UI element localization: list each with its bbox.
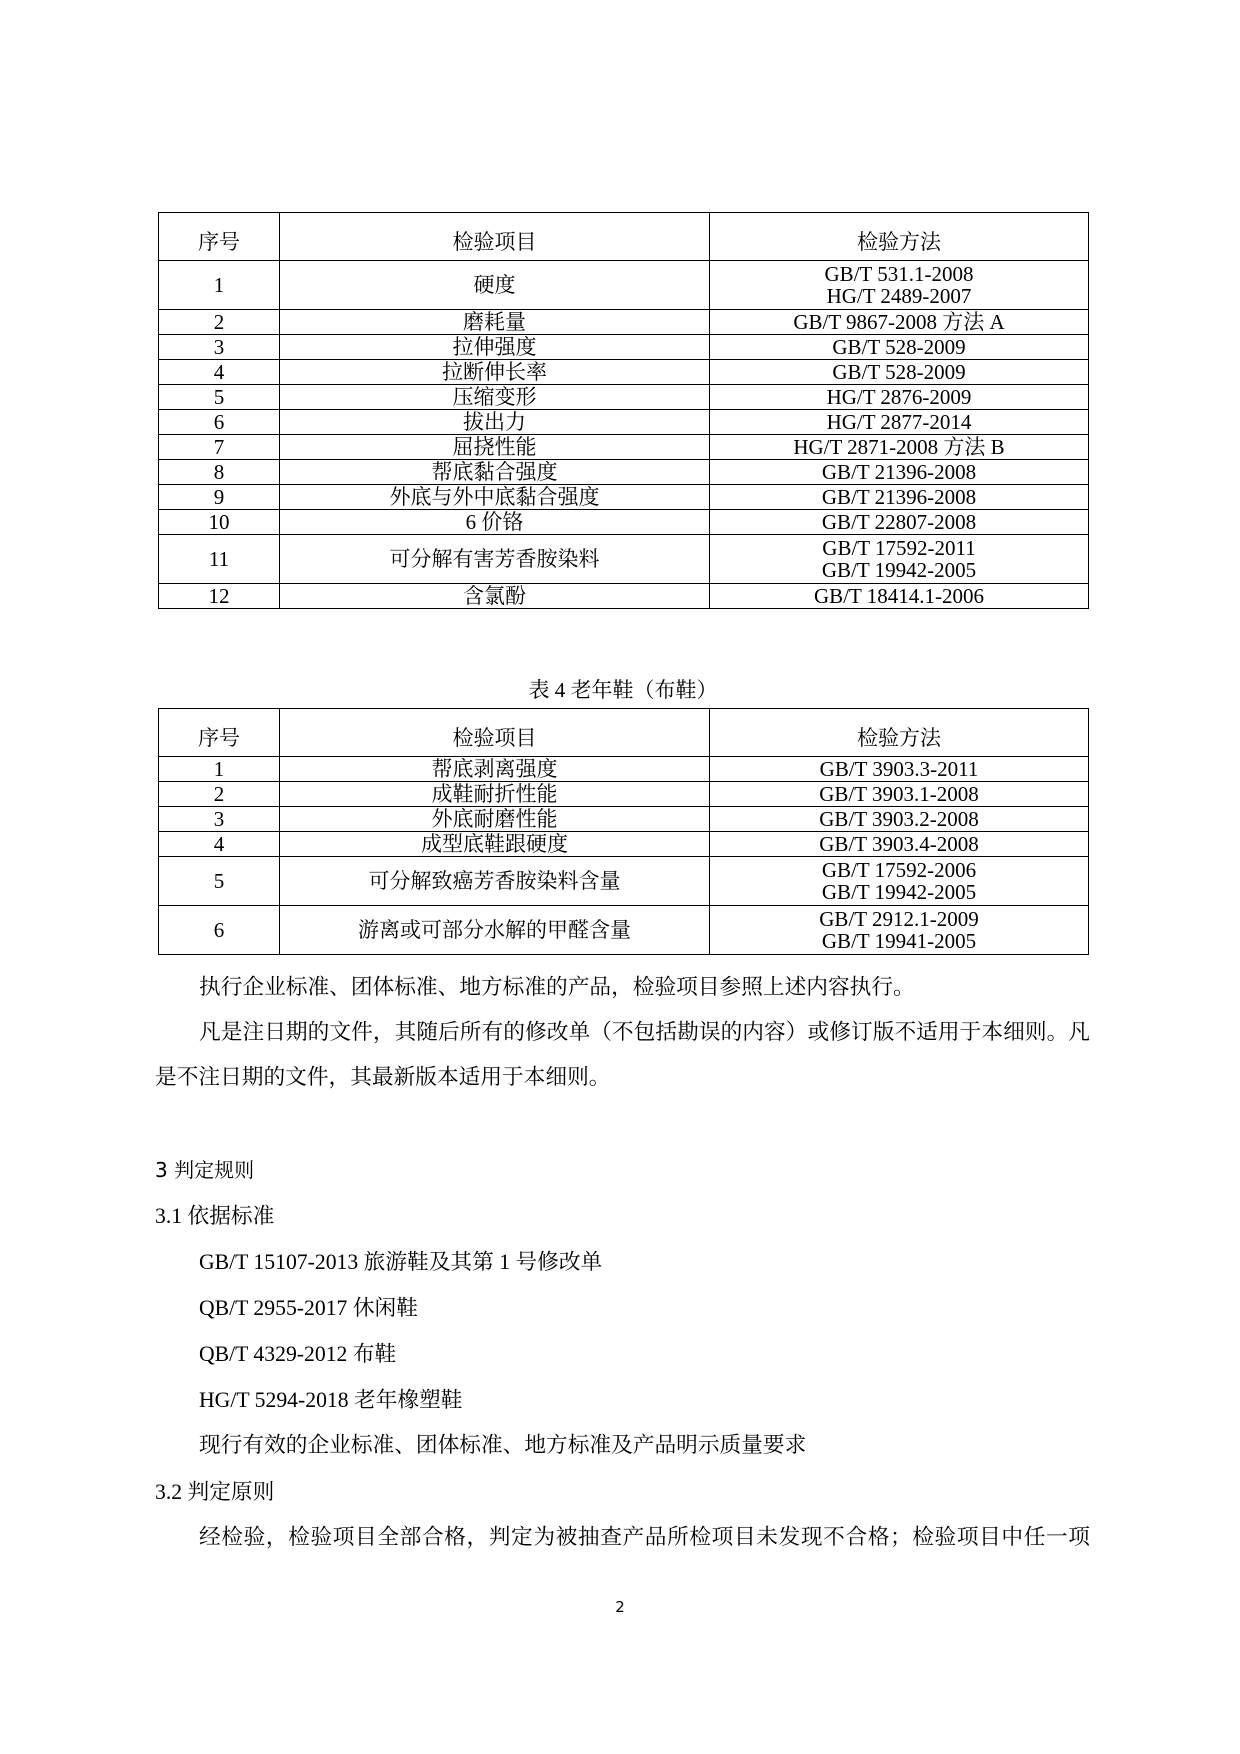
test-method: GB/T 531.1-2008 — [824, 262, 974, 286]
inspection-item: 外底与外中底黏合强度 — [280, 485, 710, 510]
row-number: 5 — [159, 857, 280, 906]
table-row — [159, 435, 1089, 460]
paragraph-dated-references-line-2: 是不注日期的文件，其最新版本适用于本细则。 — [155, 1065, 611, 1089]
row-number: 6 — [159, 410, 280, 435]
inspection-item: 可分解有害芳香胺染料 — [280, 535, 710, 584]
test-method-cell — [710, 757, 1089, 782]
inspection-item: 磨耗量 — [280, 310, 710, 335]
standard-item: 现行有效的企业标准、团体标准、地方标准及产品明示质量要求 — [199, 1433, 807, 1457]
test-method: HG/T 2871-2008 方法 B — [793, 435, 1005, 459]
table-caption: 表 4 老年鞋（布鞋） — [528, 678, 718, 702]
table-row — [159, 485, 1089, 510]
standard-item: GB/T 15107-2013 旅游鞋及其第 1 号修改单 — [199, 1250, 603, 1274]
row-number: 4 — [159, 360, 280, 385]
table-row — [159, 782, 1089, 807]
table-header-row — [159, 709, 1089, 757]
test-method: HG/T 2489-2007 — [826, 284, 972, 308]
inspection-item: 成鞋耐折性能 — [280, 782, 710, 807]
test-method: GB/T 3903.4-2008 — [819, 832, 979, 856]
judgement-principles-text: 经检验，检验项目全部合格，判定为被抽查产品所检项目未发现不合格；检验项目中任一项 — [199, 1525, 1090, 1549]
row-number: 12 — [159, 584, 280, 609]
test-method-cell — [710, 360, 1089, 385]
test-method-cell — [710, 510, 1089, 535]
header-number: 序号 — [159, 213, 280, 261]
row-number: 7 — [159, 435, 280, 460]
test-method: GB/T 17592-2011 — [822, 536, 976, 560]
table-row — [159, 460, 1089, 485]
row-number: 1 — [159, 261, 280, 310]
test-method-cell — [710, 782, 1089, 807]
test-method-cell — [710, 584, 1089, 609]
row-number: 10 — [159, 510, 280, 535]
row-number: 6 — [159, 906, 280, 955]
test-method-cell — [710, 261, 1089, 310]
row-number: 3 — [159, 335, 280, 360]
row-number: 9 — [159, 485, 280, 510]
header-number: 序号 — [159, 709, 280, 757]
inspection-table-2 — [158, 708, 1089, 955]
test-method-cell — [710, 435, 1089, 460]
test-method: GB/T 19942-2005 — [821, 558, 977, 582]
inspection-item: 硬度 — [280, 261, 710, 310]
test-method: GB/T 19941-2005 — [821, 929, 977, 953]
table-row — [159, 510, 1089, 535]
inspection-table-1 — [158, 212, 1089, 609]
inspection-item: 压缩变形 — [280, 385, 710, 410]
inspection-item: 帮底黏合强度 — [280, 460, 710, 485]
inspection-item: 成型底鞋跟硬度 — [280, 832, 710, 857]
table-row — [159, 584, 1089, 609]
test-method: GB/T 21396-2008 — [821, 460, 977, 484]
row-number: 4 — [159, 832, 280, 857]
table-header-row — [159, 213, 1089, 261]
table-row — [159, 360, 1089, 385]
table-row — [159, 906, 1089, 955]
test-method: GB/T 2912.1-2009 — [819, 907, 979, 931]
row-number: 3 — [159, 807, 280, 832]
header-item: 检验项目 — [280, 213, 710, 261]
test-method: GB/T 21396-2008 — [821, 485, 977, 509]
test-method: GB/T 9867-2008 方法 A — [793, 310, 1005, 334]
table-row — [159, 335, 1089, 360]
inspection-item: 含氯酚 — [280, 584, 710, 609]
subsection-heading-judgement-principles: 3.2 判定原则 — [155, 1480, 275, 1504]
table-row — [159, 857, 1089, 906]
test-method-cell — [710, 832, 1089, 857]
inspection-item: 拉断伸长率 — [280, 360, 710, 385]
table-row — [159, 261, 1089, 310]
test-method-cell — [710, 857, 1089, 906]
test-method-cell — [710, 310, 1089, 335]
table-row — [159, 757, 1089, 782]
row-number: 1 — [159, 757, 280, 782]
inspection-item: 游离或可部分水解的甲醛含量 — [280, 906, 710, 955]
header-method: 检验方法 — [710, 213, 1089, 261]
test-method: GB/T 18414.1-2006 — [814, 584, 984, 608]
test-method-cell — [710, 906, 1089, 955]
row-number: 8 — [159, 460, 280, 485]
row-number: 2 — [159, 782, 280, 807]
test-method: GB/T 19942-2005 — [821, 880, 977, 904]
page-number: 2 — [615, 1598, 625, 1616]
standard-item: QB/T 4329-2012 布鞋 — [199, 1342, 397, 1366]
row-number: 11 — [159, 535, 280, 584]
inspection-item: 拔出力 — [280, 410, 710, 435]
test-method-cell — [710, 410, 1089, 435]
inspection-item: 可分解致癌芳香胺染料含量 — [280, 857, 710, 906]
test-method: GB/T 528-2009 — [832, 360, 966, 384]
test-method: GB/T 17592-2006 — [821, 858, 977, 882]
table-row — [159, 410, 1089, 435]
table-row — [159, 310, 1089, 335]
test-method: GB/T 3903.1-2008 — [819, 782, 979, 806]
inspection-item: 帮底剥离强度 — [280, 757, 710, 782]
test-method-cell — [710, 460, 1089, 485]
subsection-heading-basis-standards: 3.1 依据标准 — [155, 1204, 275, 1228]
inspection-item: 外底耐磨性能 — [280, 807, 710, 832]
inspection-item: 拉伸强度 — [280, 335, 710, 360]
table-row — [159, 535, 1089, 584]
table-row — [159, 385, 1089, 410]
row-number: 2 — [159, 310, 280, 335]
test-method-cell — [710, 807, 1089, 832]
test-method-cell — [710, 335, 1089, 360]
test-method: GB/T 3903.2-2008 — [819, 807, 979, 831]
standard-item: QB/T 2955-2017 休闲鞋 — [199, 1296, 418, 1320]
table-row — [159, 807, 1089, 832]
test-method: HG/T 2876-2009 — [826, 385, 972, 409]
test-method-cell — [710, 535, 1089, 584]
test-method: GB/T 3903.3-2011 — [819, 757, 979, 781]
test-method-cell — [710, 485, 1089, 510]
inspection-item: 6 价铬 — [280, 510, 710, 535]
test-method: HG/T 2877-2014 — [826, 410, 972, 434]
row-number: 5 — [159, 385, 280, 410]
test-method: GB/T 22807-2008 — [821, 510, 977, 534]
paragraph-applicability: 执行企业标准、团体标准、地方标准的产品，检验项目参照上述内容执行。 — [199, 975, 915, 999]
section-heading-judgement-rules: 3 判定规则 — [155, 1158, 255, 1182]
header-method: 检验方法 — [710, 709, 1089, 757]
header-item: 检验项目 — [280, 709, 710, 757]
test-method-cell — [710, 385, 1089, 410]
standard-item: HG/T 5294-2018 老年橡塑鞋 — [199, 1388, 463, 1412]
test-method: GB/T 528-2009 — [832, 335, 966, 359]
paragraph-dated-references-line-1: 凡是注日期的文件，其随后所有的修改单（不包括勘误的内容）或修订版不适用于本细则。凡 — [199, 1020, 1090, 1044]
table-row — [159, 832, 1089, 857]
inspection-item: 屈挠性能 — [280, 435, 710, 460]
